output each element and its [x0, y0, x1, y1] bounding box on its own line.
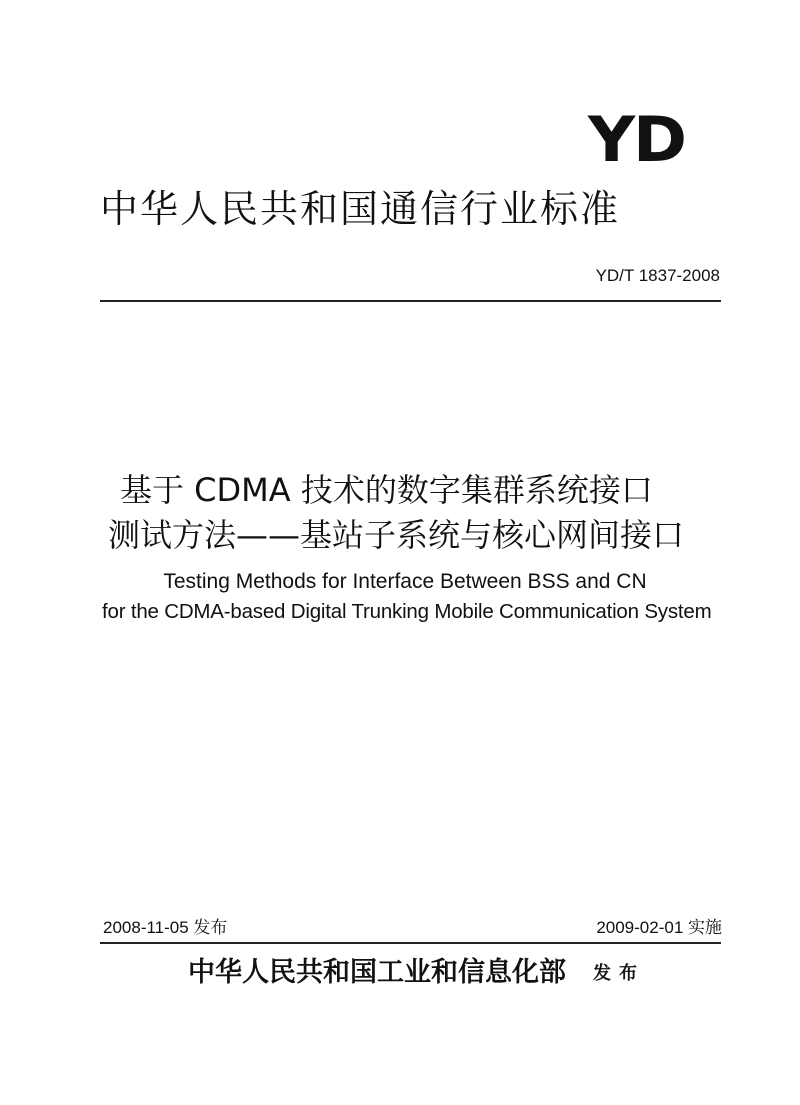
issue-date: 2008-11-05 发布 [103, 918, 228, 937]
title-cn-line1: 基于 CDMA 技术的数字集群系统接口 [120, 471, 653, 509]
title-en-line1: Testing Methods for Interface Between BSS and CN [163, 570, 647, 593]
top-divider [100, 300, 721, 302]
title-cn-line2: 测试方法——基站子系统与核心网间接口 [108, 516, 685, 554]
standard-title: 中华人民共和国通信行业标准 [100, 187, 621, 231]
bottom-divider [100, 942, 721, 944]
publisher-suffix: 发布 [593, 963, 645, 984]
implement-date: 2009-02-01 实施 [596, 918, 722, 937]
publisher: 中华人民共和国工业和信息化部 [188, 957, 566, 988]
title-en-line2: for the CDMA-based Digital Trunking Mobile Communication System [102, 600, 712, 623]
standard-code: YD/T 1837-2008 [595, 266, 720, 285]
yd-logo: YD [588, 103, 685, 176]
